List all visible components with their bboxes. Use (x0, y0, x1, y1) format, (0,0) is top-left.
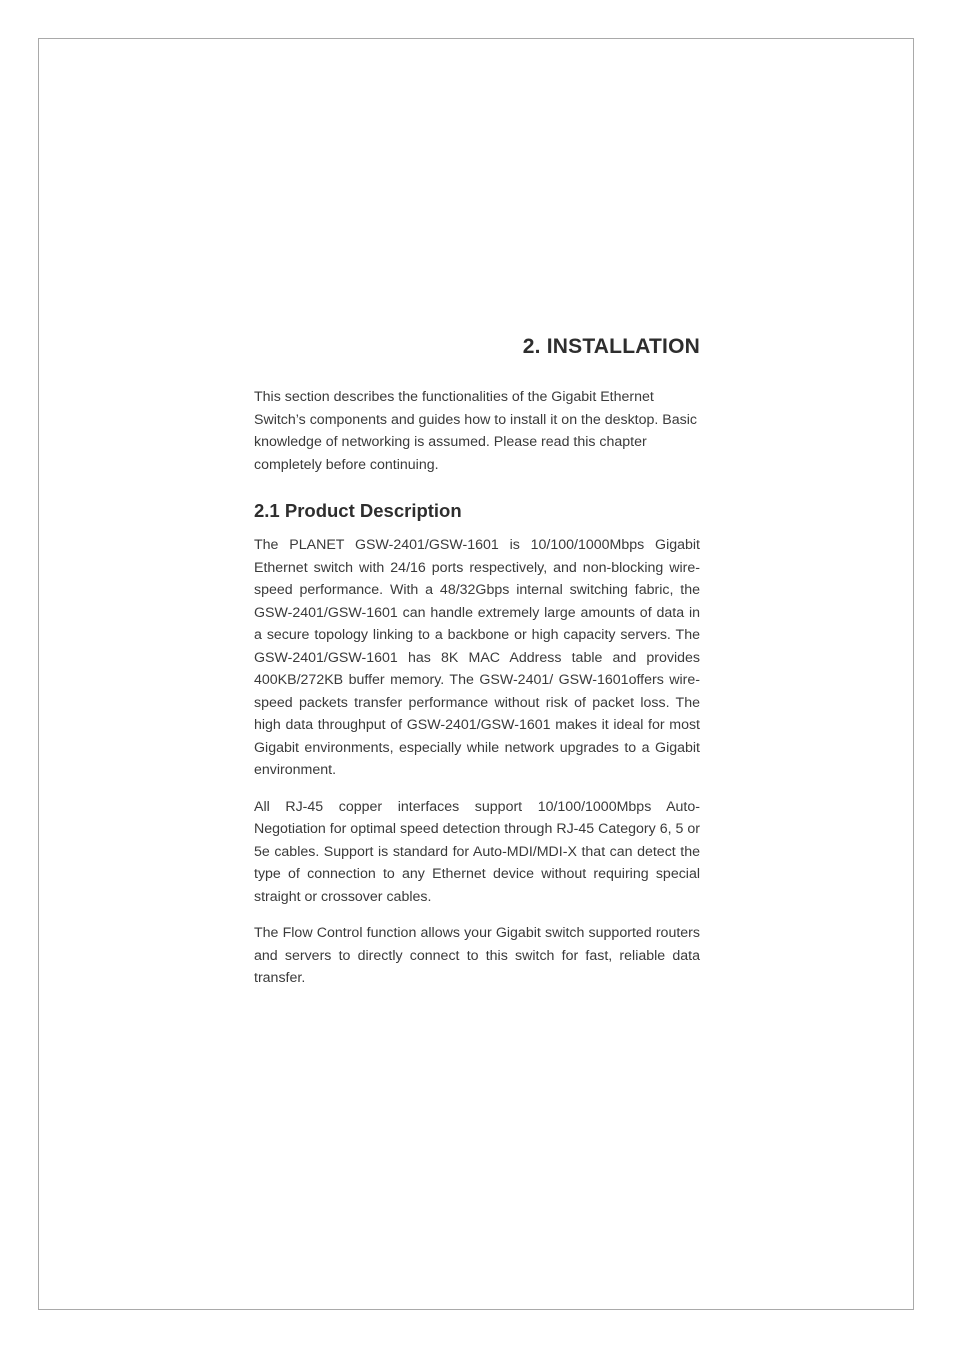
rj45-paragraph: All RJ-45 copper interfaces support 10/100/1000Mbps Auto-Negotiation for optimal speed detection through RJ-45 Category 6, 5 or 5e cables. Support is standard for Auto-MDI/MDI-X that can detect the type of connection to any Ethernet device without requiring special straight or crossover cables. (254, 798, 700, 905)
flow-control-paragraph: The Flow Control function allows your Gigabit switch supported routers and servers to directly connect to this switch for fast, reliable data transfer. (254, 925, 700, 986)
intro-paragraph: This section describes the functionalities of the Gigabit Ethernet Switch’s components and guides how to install it on the desktop. Basic knowledge of networking is assumed. Please read this chapter completely before continuing. (254, 389, 697, 473)
chapter-title: 2. INSTALLATION (522, 335, 700, 358)
section-title: 2.1 Product Description (254, 500, 462, 521)
page-content (254, 332, 700, 990)
product-description-paragraph: The PLANET GSW-2401/GSW-1601 is 10/100/1000Mbps Gigabit Ethernet switch with 24/16 ports respectively, and non-blocking wire-speed performance. With a 48/32Gbps internal switching fabric, the GSW-2401/GSW-1601 can handle extremely large amounts of data in a secure topology linking to a backbone or high capacity servers. The GSW-2401/GSW-1601 has 8K MAC Address table and provides 400KB/272KB buffer memory. The GSW-2401/ GSW-1601offers wire-speed packets transfer performance without risk of packet loss. The high data throughput of GSW-2401/GSW-1601 makes it ideal for most Gigabit environments, especially while network upgrades to a Gigabit environment. (254, 537, 700, 778)
